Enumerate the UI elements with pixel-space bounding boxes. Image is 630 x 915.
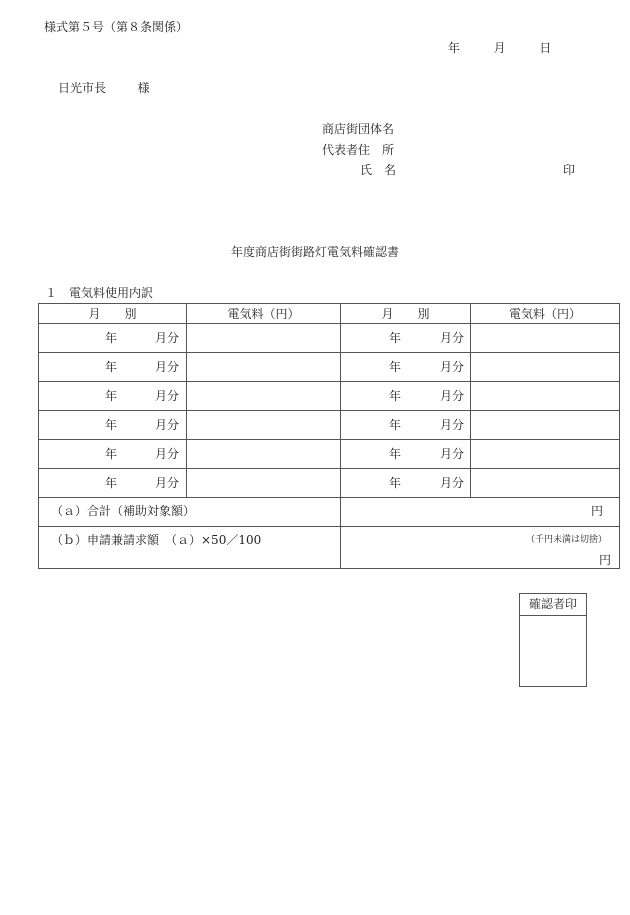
header-month-right: 月 別 bbox=[341, 304, 471, 324]
month-cell-right: 年 月分 bbox=[341, 324, 471, 353]
table-row bbox=[39, 469, 620, 498]
confirmer-seal-box bbox=[519, 593, 587, 687]
month-cell-right: 年 月分 bbox=[341, 469, 471, 498]
applicant-address-label: 代表者住 所 bbox=[322, 143, 395, 157]
fee-input-left[interactable] bbox=[187, 353, 341, 382]
total-unit: 円 bbox=[590, 504, 603, 518]
fee-input-left[interactable] bbox=[187, 411, 341, 440]
month-cell-left: 年 月分 bbox=[39, 440, 187, 469]
total-row bbox=[39, 498, 620, 527]
header-month-left: 月 別 bbox=[39, 304, 187, 324]
table-row bbox=[39, 353, 620, 382]
fee-input-right[interactable] bbox=[471, 469, 620, 498]
fee-input-right[interactable] bbox=[471, 324, 620, 353]
total-amount-input[interactable] bbox=[341, 498, 620, 527]
applicant-group-label: 商店街団体名 bbox=[322, 122, 395, 136]
addressee-name: 日光市長 bbox=[58, 81, 107, 95]
fee-input-left[interactable] bbox=[187, 440, 341, 469]
month-cell-right: 年 月分 bbox=[341, 353, 471, 382]
header-fee-left: 電気料（円） bbox=[187, 304, 341, 324]
table-row bbox=[39, 324, 620, 353]
month-cell-left: 年 月分 bbox=[39, 353, 187, 382]
fee-input-right[interactable] bbox=[471, 353, 620, 382]
seal-mark: 印 bbox=[563, 163, 576, 177]
fee-input-right[interactable] bbox=[471, 440, 620, 469]
month-cell-left: 年 月分 bbox=[39, 382, 187, 411]
header-fee-right: 電気料（円） bbox=[471, 304, 620, 324]
claim-label: （ｂ）申請兼請求額 （ａ）×50／100 bbox=[39, 527, 341, 569]
date-line bbox=[448, 41, 551, 55]
table-header bbox=[39, 304, 620, 324]
total-label: （ａ）合計（補助対象額） bbox=[39, 498, 341, 527]
form-number: 様式第５号（第８条関係） bbox=[44, 20, 189, 34]
fee-input-left[interactable] bbox=[187, 324, 341, 353]
confirmer-seal-label: 確認者印 bbox=[520, 594, 586, 616]
month-cell-right: 年 月分 bbox=[341, 440, 471, 469]
table-row bbox=[39, 440, 620, 469]
fee-input-left[interactable] bbox=[187, 469, 341, 498]
section-title: １ 電気料使用内訳 bbox=[45, 286, 154, 300]
month-cell-left: 年 月分 bbox=[39, 411, 187, 440]
addressee bbox=[58, 81, 150, 95]
table-row bbox=[39, 382, 620, 411]
month-cell-right: 年 月分 bbox=[341, 411, 471, 440]
claim-amount-input[interactable] bbox=[341, 527, 620, 569]
document-title: 年度商店街街路灯電気料確認書 bbox=[230, 245, 399, 259]
applicant-name-label: 氏 名 bbox=[360, 163, 397, 177]
date-month: 月 bbox=[493, 41, 506, 55]
claim-note: （千円未満は切捨） bbox=[525, 535, 607, 545]
fee-input-right[interactable] bbox=[471, 411, 620, 440]
fee-input-right[interactable] bbox=[471, 382, 620, 411]
addressee-suffix: 様 bbox=[137, 81, 150, 95]
applicant-name-row bbox=[360, 163, 580, 177]
claim-row bbox=[39, 527, 620, 569]
fee-input-left[interactable] bbox=[187, 382, 341, 411]
month-cell-right: 年 月分 bbox=[341, 382, 471, 411]
date-year: 年 bbox=[448, 41, 461, 55]
table-row bbox=[39, 411, 620, 440]
electricity-usage-table bbox=[38, 303, 620, 569]
month-cell-left: 年 月分 bbox=[39, 469, 187, 498]
claim-unit: 円 bbox=[598, 553, 611, 567]
date-day: 日 bbox=[539, 41, 552, 55]
month-cell-left: 年 月分 bbox=[39, 324, 187, 353]
